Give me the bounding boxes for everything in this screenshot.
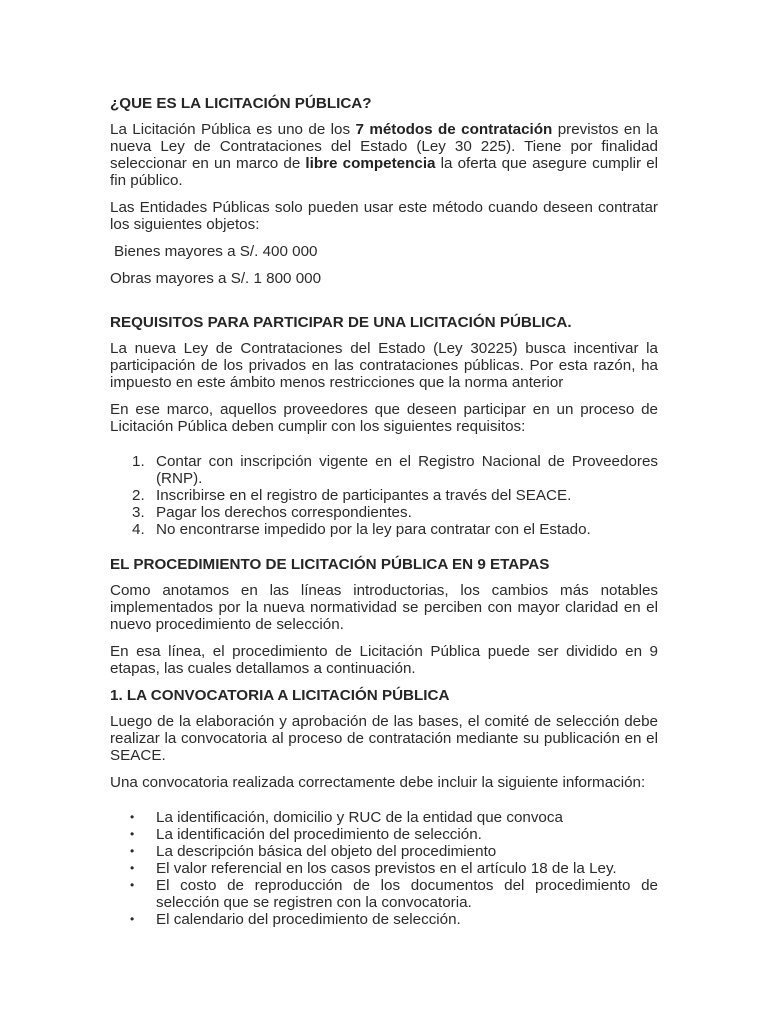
paragraph: Bienes mayores a S/. 400 000 — [114, 243, 318, 260]
bullet-icon: • — [130, 878, 135, 892]
list-item-text: El costo de reproducción de los documentos del procedimiento de selección que se registren con la convocatoria. — [156, 877, 658, 911]
list-item-text: Pagar los derechos correspondientes. — [156, 504, 412, 521]
convocatoria-info-list — [110, 809, 658, 928]
section-heading-que-es: ¿QUE ES LA LICITACIÓN PÚBLICA? — [110, 95, 372, 112]
paragraph: En ese marco, aquellos proveedores que deseen participar en un proceso de Licitación Pública deben cumplir con los siguientes requisitos: — [110, 401, 658, 435]
list-item-text: Inscribirse en el registro de participantes a través del SEACE. — [156, 487, 572, 504]
bold-text: 7 métodos de contratación — [355, 121, 553, 138]
paragraph: Una convocatoria realizada correctamente debe incluir la siguiente información: — [110, 774, 646, 791]
list-item — [110, 487, 658, 504]
requirements-list — [110, 453, 658, 538]
paragraph: La nueva Ley de Contrataciones del Estado (Ley 30225) busca incentivar la participación de los privados en las contrataciones públicas. Por esta razón, ha impuesto en este ámbito menos restricciones que la norma anterior — [110, 340, 658, 391]
section-heading-requisitos: REQUISITOS PARA PARTICIPAR DE UNA LICITACIÓN PÚBLICA. — [110, 314, 572, 331]
bold-text: libre competencia — [305, 155, 436, 172]
list-item-text: El valor referencial en los casos previstos en el artículo 18 de la Ley. — [156, 860, 617, 877]
paragraph: Luego de la elaboración y aprobación de las bases, el comité de selección debe realizar la convocatoria al proceso de contratación mediante su publicación en el SEACE. — [110, 713, 658, 764]
list-item — [110, 521, 658, 538]
list-item-text: No encontrarse impedido por la ley para contratar con el Estado. — [156, 521, 591, 538]
text-span: La Licitación Pública es uno de los — [110, 121, 356, 138]
list-item — [110, 843, 658, 860]
bullet-icon: • — [130, 810, 135, 824]
list-number: 3. — [132, 504, 145, 521]
list-item — [110, 860, 658, 877]
bullet-icon: • — [130, 861, 135, 875]
list-item — [110, 504, 658, 521]
list-item — [110, 809, 658, 826]
bullet-icon: • — [130, 827, 135, 841]
list-item — [110, 826, 658, 843]
bullet-icon: • — [130, 844, 135, 858]
list-item-text: La identificación del procedimiento de selección. — [156, 826, 482, 843]
list-item-text: El calendario del procedimiento de selección. — [156, 911, 461, 928]
paragraph: Obras mayores a S/. 1 800 000 — [110, 270, 322, 287]
paragraph: Como anotamos en las líneas introductorias, los cambios más notables implementados por la nueva normatividad se perciben con mayor claridad en el nuevo procedimiento de selección. — [110, 582, 658, 633]
section-heading-convocatoria: 1. LA CONVOCATORIA A LICITACIÓN PÚBLICA — [110, 687, 450, 704]
paragraph — [110, 121, 658, 189]
list-number: 2. — [132, 487, 145, 504]
list-item-text: La identificación, domicilio y RUC de la entidad que convoca — [156, 809, 563, 826]
paragraph: En esa línea, el procedimiento de Licitación Pública puede ser dividido en 9 etapas, las cuales detallamos a continuación. — [110, 643, 658, 677]
list-number: 4. — [132, 521, 145, 538]
section-heading-procedimiento: EL PROCEDIMIENTO DE LICITACIÓN PÚBLICA EN 9 ETAPAS — [110, 556, 550, 573]
document-body — [110, 95, 658, 928]
text-span: previstos en la nueva Ley de Contrataciones del Estado (Ley 30 225). Tiene por finalidad seleccionar en un marco de — [110, 121, 658, 172]
list-number: 1. — [132, 453, 145, 470]
list-item-text: Contar con inscripción vigente en el Registro Nacional de Proveedores (RNP). — [156, 453, 658, 487]
list-item — [110, 453, 658, 487]
text-span: la oferta que asegure cumplir el fin público. — [110, 155, 659, 189]
bullet-icon: • — [130, 912, 135, 926]
list-item — [110, 911, 658, 928]
paragraph: Las Entidades Públicas solo pueden usar este método cuando deseen contratar los siguientes objetos: — [110, 199, 658, 233]
list-item — [110, 877, 658, 911]
list-item-text: La descripción básica del objeto del procedimiento — [156, 843, 497, 860]
